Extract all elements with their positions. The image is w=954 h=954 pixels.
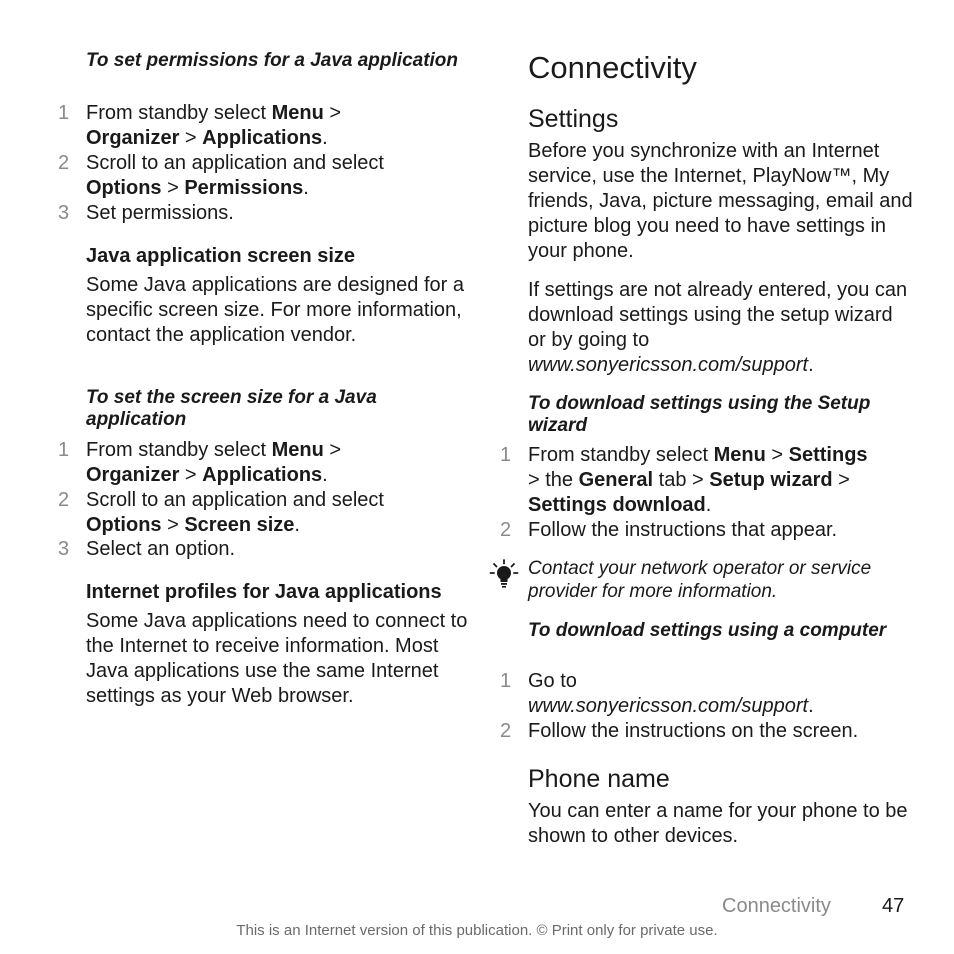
heading-phone-name: Phone name bbox=[528, 765, 670, 793]
paragraph-settings-download: If settings are not already entered, you can download settings using the setup wizard or by going to www.sonyericsson.com/support. bbox=[528, 279, 908, 376]
step-text: From standby select Menu > Organizer > Applications. bbox=[86, 102, 342, 149]
step-number: 2 bbox=[58, 152, 70, 174]
heading-settings: Settings bbox=[528, 105, 619, 133]
paragraph-settings-intro: Before you synchronize with an Internet service, use the Internet, PlayNow™, My friends, Java, picture messaging, email and picture blog you need to have settings in your phone. bbox=[528, 140, 913, 262]
step-number: 2 bbox=[500, 720, 512, 742]
step-number: 3 bbox=[58, 538, 70, 560]
procedure-title-computer: To download settings using a computer bbox=[528, 620, 887, 641]
step-number: 1 bbox=[58, 102, 70, 124]
step-text: Scroll to an application and select Options > Permissions. bbox=[86, 152, 384, 199]
step-number: 1 bbox=[500, 670, 512, 692]
step-text: Select an option. bbox=[86, 538, 235, 560]
lightbulb-icon bbox=[488, 558, 520, 590]
step-text: Set permissions. bbox=[86, 202, 234, 224]
tip-text: Contact your network operator or service provider for more information. bbox=[528, 558, 872, 602]
step-number: 2 bbox=[500, 519, 512, 541]
footer-section-name: Connectivity bbox=[722, 895, 831, 917]
support-link[interactable]: www.sonyericsson.com/support bbox=[528, 695, 809, 717]
subheading-internet-profiles: Internet profiles for Java applications bbox=[86, 581, 442, 603]
step-text: From standby select Menu > Organizer > Applications. bbox=[86, 439, 342, 486]
step-number: 2 bbox=[58, 489, 70, 511]
procedure-title-setup-wizard: To download settings using the Setup wizard bbox=[528, 393, 871, 436]
step-number: 3 bbox=[58, 202, 70, 224]
step-number: 1 bbox=[500, 444, 512, 466]
page-number: 47 bbox=[882, 895, 905, 917]
step-text: Follow the instructions on the screen. bbox=[528, 720, 859, 742]
step-text: Follow the instructions that appear. bbox=[528, 519, 838, 541]
copyright-notice: This is an Internet version of this publication. © Print only for private use. bbox=[236, 922, 718, 939]
procedure-title-permissions: To set permissions for a Java application bbox=[86, 50, 459, 71]
paragraph-phone-name: You can enter a name for your phone to be shown to other devices. bbox=[528, 800, 908, 847]
paragraph-screen-size: Some Java applications are designed for a specific screen size. For more information, contact the application vendor. bbox=[86, 274, 465, 346]
step-text: Scroll to an application and select Options > Screen size. bbox=[86, 489, 384, 536]
step-text: From standby select Menu > Settings > the General tab > Setup wizard > Settings download. bbox=[528, 444, 868, 516]
paragraph-internet-profiles: Some Java applications need to connect to the Internet to receive information. Most Java applications use the same Internet settings as your Web browser. bbox=[86, 610, 468, 707]
page-title: Connectivity bbox=[528, 50, 697, 85]
procedure-title-screen-size: To set the screen size for a Java application bbox=[86, 387, 377, 430]
support-link[interactable]: www.sonyericsson.com/support bbox=[528, 354, 809, 376]
step-text: Go to www.sonyericsson.com/support. bbox=[528, 670, 814, 717]
step-number: 1 bbox=[58, 439, 70, 461]
subheading-screen-size: Java application screen size bbox=[86, 245, 356, 267]
